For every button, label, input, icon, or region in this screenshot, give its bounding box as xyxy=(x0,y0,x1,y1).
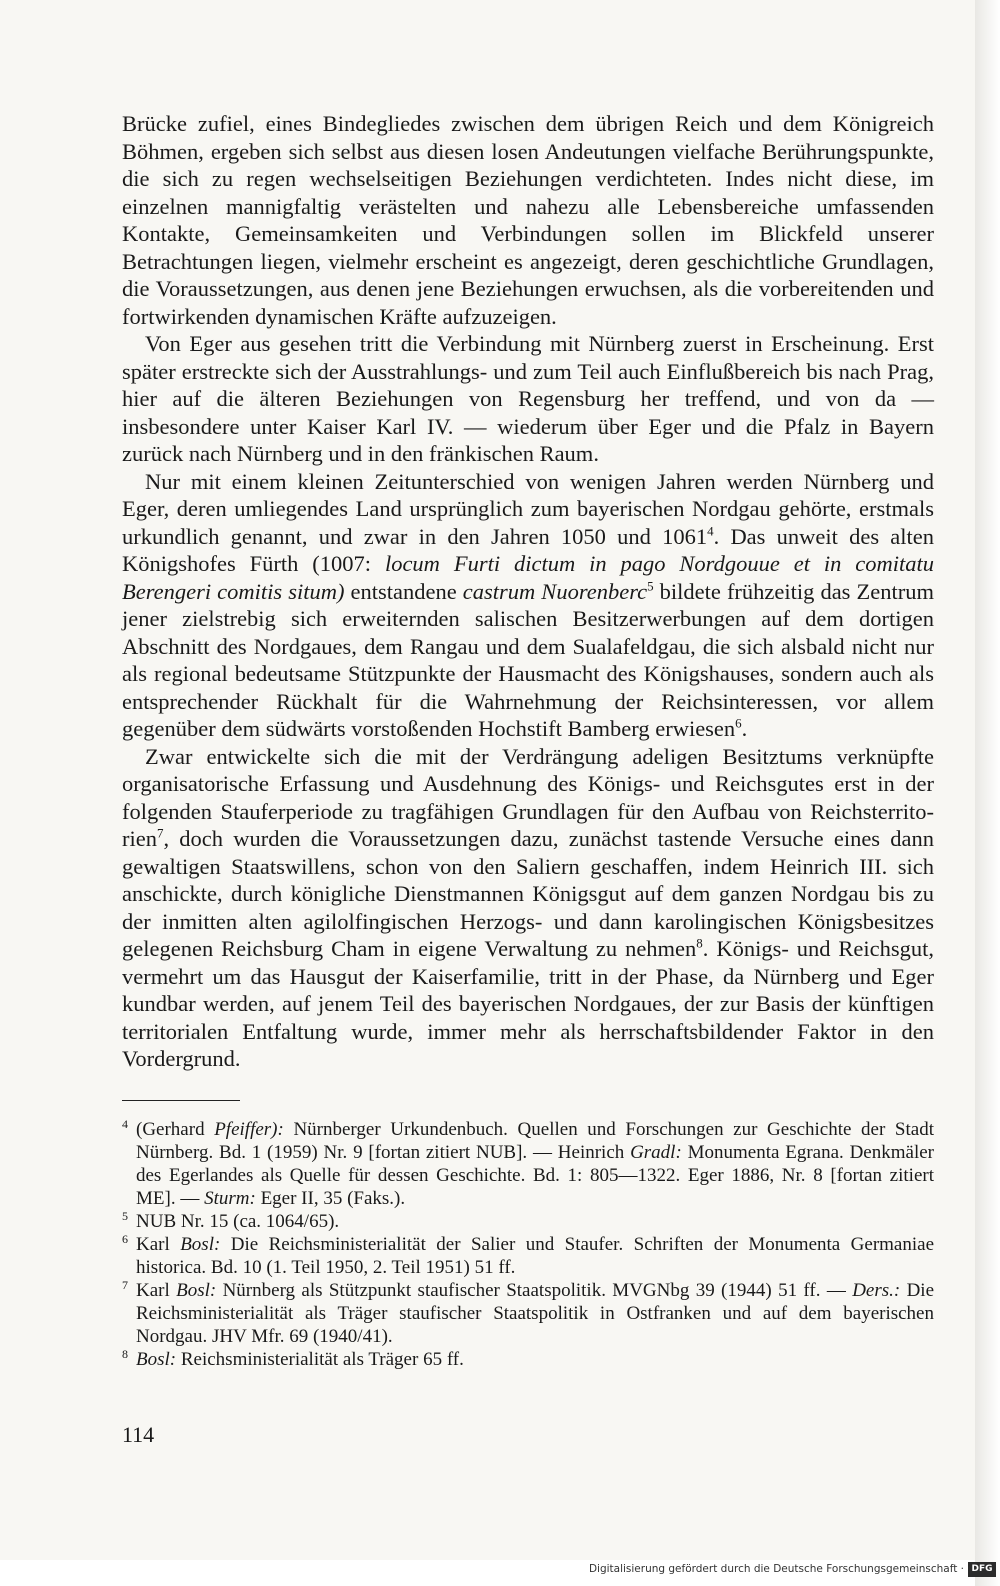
paragraph-3: Nur mit einem kleinen Zeitunterschied von wenigen Jahren werden Nürnberg und Eger, deren umliegendes Land ursprünglich zum bayerischen Nordgau gehörte, erstmals urkundlich genannt, und zwar in den Jahren 1050 und 1061$^4$. Das unweit des alten Königshofes Fürth (1007: locum Furti dictum in pago Nordgouue et in comitatu Berengeri comitis situm) entstandene castrum Nuorenberc$^5$ bildete frühzeitig das Zentrum jener zielstrebig sich erweiternden salischen Besitzerwerbungen auf dem dortigen Abschnitt des Nordgaues, dem Rangau und dem Sualafeldgau, die sich alsbald nicht nur als regional bedeutsame Stützpunkte der Hausmacht des Königshauses, sondern auch als entsprechender Rückhalt für die Wahrnehmung der Reichsinteressen, vor allem gegenüber dem südwärts vorstoßenden Hochstift Bamberg erwiesen$^6$. xyxy=(122,468,934,741)
footnote-6: 6 Karl Bosl: Die Reichsministerialität der Salier und Staufer. Schriften der Monumenta Germaniae historica. Bd. 10 (1. Teil 1950, 2. Teil 1951) 51 ff. xyxy=(122,1233,934,1279)
footnote-7: 7 Karl Bosl: Nürnberg als Stützpunkt staufischer Staatspolitik. MVGNbg 39 (1944) 51 ff. — Ders.: Die Reichsministerialität als Träger staufischer Staatspolitik in Ostfranken und auf dem bayerischen Nordgau. JHV Mfr. 69 (1940/41). xyxy=(122,1279,934,1348)
footnote-ref-4: 4 xyxy=(707,523,714,538)
latin-quote: locum Furti dictum in pago Nordgouue et in comitatu Berengeri comitis situm) xyxy=(122,551,934,604)
footnote-8: 8 Bosl: Reichsministerialität als Träger 65 ff. xyxy=(122,1348,934,1371)
paragraph-4: Zwar entwickelte sich die mit der Verdrängung adeligen Besitztums verknüpfte organisatorische Erfassung und Ausdehnung des Königs- und Reichsgutes erst in der folgenden Stauferperiode zu tragfähigen Grundlagen für den Aufbau von Reichsterritorien$^7$, doch wurden die Voraussetzungen dazu, zunächst tastende Versuche eines dann gewaltigen Staatswillens, schon von den Saliern geschaffen, indem Heinrich III. sich anschickte, durch königliche Dienstmannen Königsgut auf dem ganzen Nordgau bis zu der inmitten alten agilolfingischen Herzogs- und dann karolingischen Königsbesitzes gelegenen Reichsburg Cham in eigene Verwaltung zu nehmen$^8$. Königs- und Reichsgut, vermehrt um das Hausgut der Kaiserfamilie, tritt in der Phase, da Nürnberg und Eger kundbar werden, auf jenem Teil des bayerischen Nordgaues, der zur Basis der künftigen territorialen Entfaltung wurde, immer mehr als herrschaftsbildender Faktor in den Vordergrund. xyxy=(122,743,934,1071)
footnote-marker: 7 xyxy=(122,1278,128,1292)
footnote-marker: 8 xyxy=(122,1347,128,1361)
footnote-ref-5: 5 xyxy=(647,578,654,593)
paragraph-2: Von Eger aus gesehen tritt die Verbindung mit Nürnberg zuerst in Erscheinung. Erst später erstreckte sich der Ausstrahlungs- und zum Teil auch Einflußbereich bis nach Prag, hier auf die älteren Beziehungen von Regensburg her treffend, und von da — insbesondere unter Kaiser Karl IV. — wiederum über Eger und die Pfalz in Bayern zurück nach Nürnberg und in den fränkischen Raum. xyxy=(122,331,934,466)
footnote-ref-7: 7 xyxy=(156,825,164,841)
paragraph-1: Brücke zufiel, eines Bindegliedes zwischen dem übrigen Reich und dem Königreich Böhmen, ergeben sich selbst aus diesen losen Andeutungen vielfache Berührungspunkte, die sich zu regen wechselseitigen Beziehungen verdichteten. Indes nicht diese, im einzelnen mannigfaltig verästelten und nahezu alle Lebensbereiche umfassenden Kontakte, Gemeinsamkeiten und Verbindungen sollen im Blickfeld unserer Betrachtungen liegen, vielmehr erscheint es angezeigt, deren geschichtliche Grundlagen, die Voraussetzungen, aus denen jene Beziehungen erwuchsen, als die vorbereitenden und fortwirkenden dynamischen Kräfte aufzuzeigen. xyxy=(122,111,934,329)
footnote-marker: 4 xyxy=(122,1117,128,1131)
main-text xyxy=(122,110,934,1073)
latin-term: castrum Nuorenberc xyxy=(462,578,648,604)
footnote-marker: 6 xyxy=(122,1232,128,1246)
footnote-marker: 5 xyxy=(122,1209,128,1223)
footnote-4: 4 (Gerhard Pfeiffer): Nürnberger Urkundenbuch. Quellen und Forschungen zur Geschichte der Stadt Nürnberg. Bd. 1 (1959) Nr. 9 [fortan zitiert NUB]. — Heinrich Gradl: Monumenta Egrana. Denkmäler des Egerlandes als Quelle für dessen Geschichte. Bd. 1: 805—1322. Eger 1886, Nr. 8 [fortan zitiert ME]. — Sturm: Eger II, 35 (Faks.). xyxy=(122,1118,934,1210)
digitization-credit: Digitalisierung gefördert durch die Deutsche Forschungsgemeinschaft · xyxy=(588,1563,964,1575)
footnote-ref-6: 6 xyxy=(735,715,742,731)
footnotes xyxy=(122,1118,934,1371)
footnote-5: 5 NUB Nr. 15 (ca. 1064/65). xyxy=(122,1210,934,1233)
page-edge-shadow xyxy=(975,0,1000,1586)
footnote-ref-8: 8 xyxy=(696,935,703,951)
page-number: 114 xyxy=(122,1422,155,1447)
dfg-logo-icon: DFG xyxy=(968,1562,996,1577)
footnote-divider xyxy=(122,1100,240,1101)
